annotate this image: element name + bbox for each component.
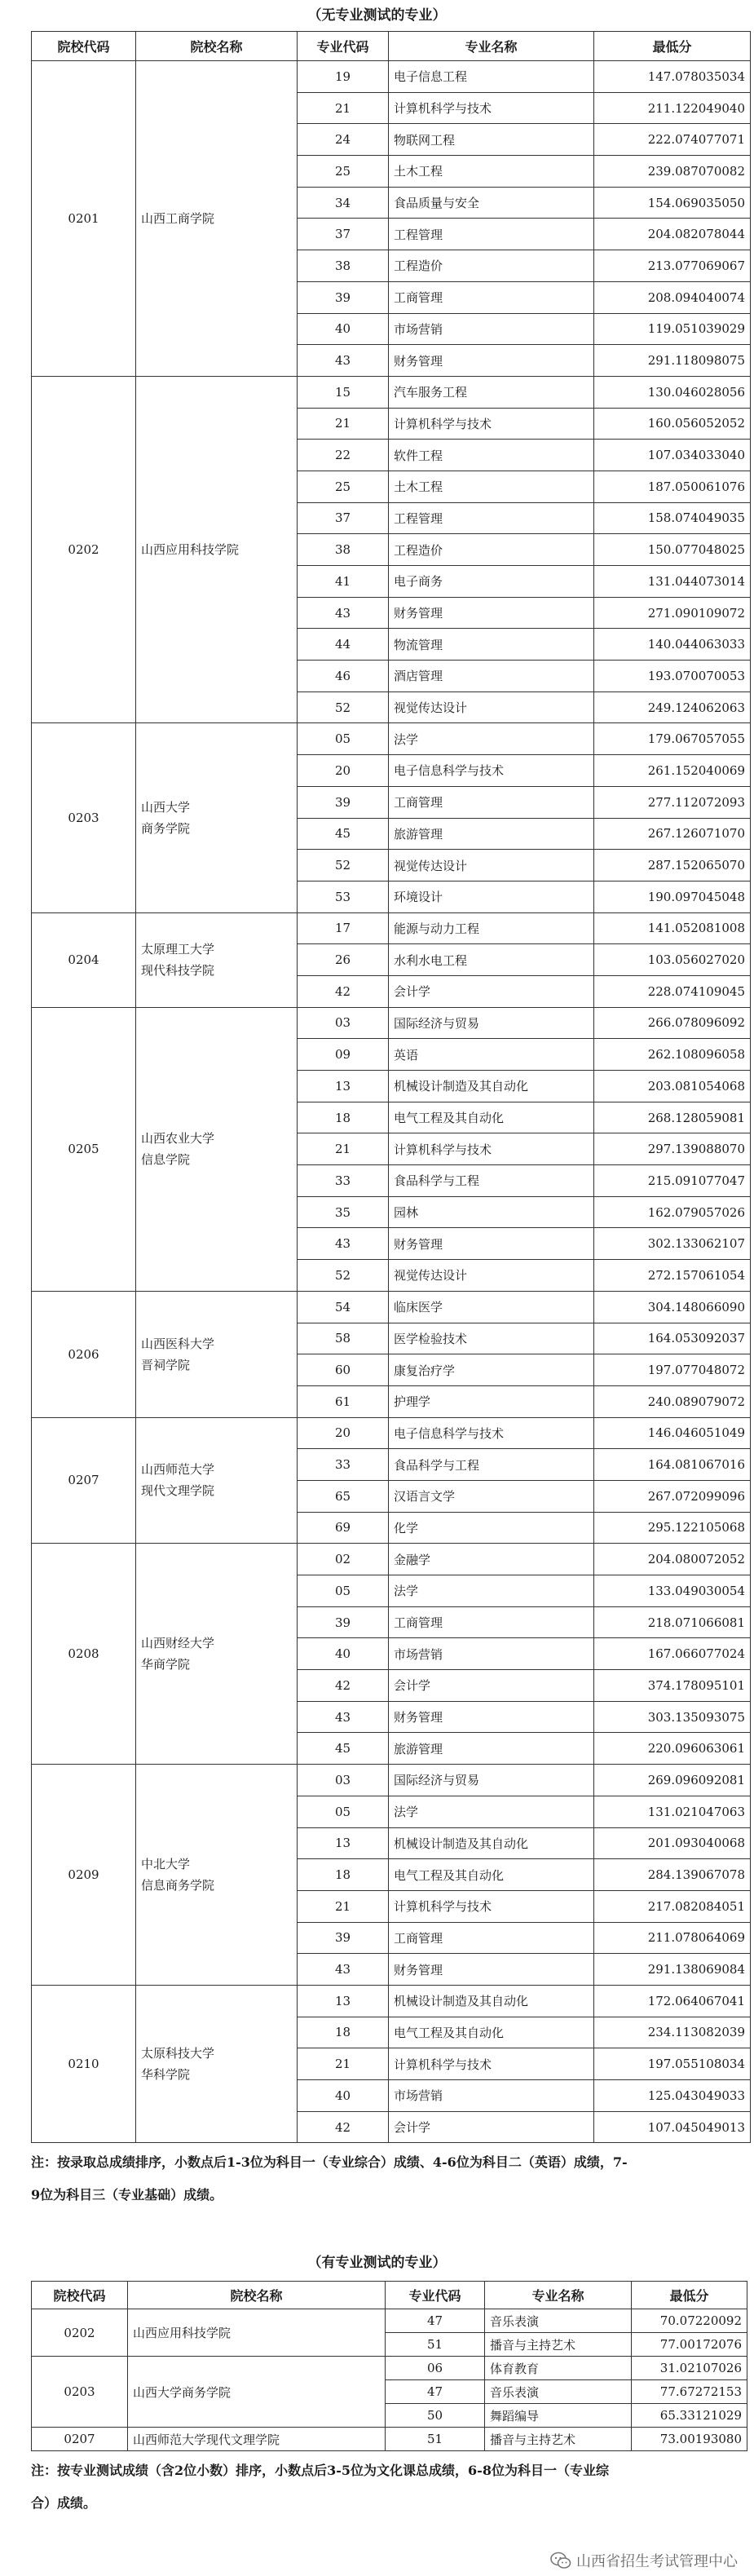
major-name-cell: 计算机科学与技术 [389, 1890, 594, 1922]
min-score-cell: 262.108096058 [594, 1039, 751, 1071]
col-major-name: 专业名称 [485, 2282, 632, 2309]
major-code-cell: 43 [298, 1701, 389, 1733]
major-name-cell: 计算机科学与技术 [389, 408, 594, 440]
table-row [32, 912, 751, 944]
major-code-cell: 03 [298, 1007, 389, 1039]
col-school-code: 院校代码 [32, 32, 136, 61]
col-major-code: 专业代码 [298, 32, 389, 61]
major-name-cell: 法学 [389, 1575, 594, 1607]
min-score-cell: 267.126071070 [594, 818, 751, 850]
min-score-cell: 150.077048025 [594, 534, 751, 566]
major-name-cell: 财务管理 [389, 345, 594, 377]
school-name-cell [136, 1291, 298, 1417]
major-name-cell: 工程造价 [389, 250, 594, 282]
major-name-cell: 园林 [389, 1196, 594, 1228]
major-code-cell: 53 [298, 881, 389, 912]
min-score-cell: 77.00172076 [632, 2333, 747, 2357]
major-code-cell: 22 [298, 440, 389, 471]
school-name-cell [136, 376, 298, 723]
watermark-text: 山西省招生考试管理中心 [576, 2553, 738, 2570]
school-name-line: 现代科技学院 [141, 963, 215, 979]
major-name-cell: 体育教育 [485, 2357, 632, 2380]
major-name-cell: 工商管理 [389, 1922, 594, 1954]
major-code-cell: 18 [298, 1859, 389, 1891]
major-code-cell: 25 [298, 156, 389, 188]
major-name-cell: 工商管理 [389, 281, 594, 313]
major-name-cell: 康复治疗学 [389, 1354, 594, 1386]
major-code-cell: 21 [298, 92, 389, 124]
table-header-row [32, 32, 751, 61]
min-score-cell: 164.081067016 [594, 1449, 751, 1481]
min-score-cell: 297.139088070 [594, 1133, 751, 1165]
table-row [32, 1417, 751, 1449]
major-code-cell: 50 [386, 2404, 485, 2428]
major-name-cell: 旅游管理 [389, 818, 594, 850]
major-code-cell: 03 [298, 1765, 389, 1796]
school-name-line: 信息商务学院 [141, 1878, 215, 1893]
major-code-cell: 47 [386, 2380, 485, 2404]
min-score-cell: 31.02107026 [632, 2357, 747, 2380]
major-code-cell: 15 [298, 376, 389, 408]
major-name-cell: 市场营销 [389, 1638, 594, 1670]
major-name-cell: 财务管理 [389, 1954, 594, 1986]
table-row [32, 1765, 751, 1796]
min-score-cell: 204.082078044 [594, 219, 751, 250]
school-name-cell: 山西师范大学现代文理学院 [128, 2428, 386, 2451]
major-code-cell: 41 [298, 566, 389, 598]
min-score-cell: 208.094040074 [594, 281, 751, 313]
section1-note [31, 2146, 752, 2211]
major-code-cell: 21 [298, 408, 389, 440]
major-name-cell: 酒店管理 [389, 661, 594, 692]
major-code-cell: 43 [298, 345, 389, 377]
major-name-cell: 会计学 [389, 975, 594, 1007]
major-code-cell: 44 [298, 629, 389, 661]
major-name-cell: 食品质量与安全 [389, 187, 594, 219]
min-score-cell: 172.064067041 [594, 1985, 751, 2017]
table-row [32, 1544, 751, 1575]
table-row [32, 1291, 751, 1323]
major-code-cell: 05 [298, 1796, 389, 1827]
min-score-cell: 154.069035050 [594, 187, 751, 219]
major-name-cell: 金融学 [389, 1544, 594, 1575]
major-name-cell: 电子信息科学与技术 [389, 755, 594, 787]
major-code-cell: 39 [298, 1922, 389, 1954]
school-code-cell: 0202 [32, 376, 136, 723]
min-score-cell: 249.124062063 [594, 691, 751, 723]
min-score-cell: 203.081054068 [594, 1071, 751, 1102]
table-row [32, 2428, 747, 2451]
section2-note [31, 2454, 752, 2520]
major-name-cell: 物流管理 [389, 629, 594, 661]
min-score-cell: 107.034033040 [594, 440, 751, 471]
min-score-cell: 374.178095101 [594, 1670, 751, 1702]
school-name-line: 太原科技大学 [141, 2046, 215, 2061]
school-name-line: 信息学院 [141, 1152, 191, 1168]
major-code-cell: 37 [298, 219, 389, 250]
major-code-cell: 05 [298, 1575, 389, 1607]
major-code-cell: 65 [298, 1480, 389, 1512]
major-name-cell: 水利水电工程 [389, 944, 594, 976]
school-code-cell: 0210 [32, 1985, 136, 2142]
min-score-cell: 266.078096092 [594, 1007, 751, 1039]
major-name-cell: 软件工程 [389, 440, 594, 471]
major-code-cell: 45 [298, 1733, 389, 1765]
col-major-code: 专业代码 [386, 2282, 485, 2309]
col-major-name: 专业名称 [389, 32, 594, 61]
school-name-line: 商务学院 [141, 821, 191, 836]
major-code-cell: 21 [298, 1133, 389, 1165]
major-code-cell: 54 [298, 1291, 389, 1323]
major-code-cell: 52 [298, 691, 389, 723]
major-name-cell: 舞蹈编导 [485, 2404, 632, 2428]
min-score-cell: 271.090109072 [594, 597, 751, 629]
min-score-cell: 304.148066090 [594, 1291, 751, 1323]
major-code-cell: 33 [298, 1165, 389, 1197]
table-row [32, 723, 751, 755]
watermark [550, 2550, 738, 2571]
min-score-cell: 167.066077024 [594, 1638, 751, 1670]
major-name-cell: 电气工程及其自动化 [389, 1102, 594, 1133]
col-min-score: 最低分 [594, 32, 751, 61]
min-score-cell: 239.087070082 [594, 156, 751, 188]
min-score-cell: 217.082084051 [594, 1890, 751, 1922]
min-score-cell: 160.056052052 [594, 408, 751, 440]
major-name-cell: 财务管理 [389, 597, 594, 629]
major-code-cell: 58 [298, 1323, 389, 1354]
school-name-cell: 山西应用科技学院 [128, 2309, 386, 2357]
min-score-cell: 73.00193080 [632, 2428, 747, 2451]
major-code-cell: 20 [298, 1417, 389, 1449]
major-code-cell: 51 [386, 2428, 485, 2451]
major-code-cell: 45 [298, 818, 389, 850]
min-score-cell: 228.074109045 [594, 975, 751, 1007]
table-row [32, 2357, 747, 2380]
major-name-cell: 土木工程 [389, 156, 594, 188]
major-code-cell: 34 [298, 187, 389, 219]
major-name-cell: 临床医学 [389, 1291, 594, 1323]
major-code-cell: 52 [298, 1260, 389, 1292]
major-code-cell: 17 [298, 912, 389, 944]
min-score-cell: 197.077048072 [594, 1354, 751, 1386]
min-score-cell: 211.122049040 [594, 92, 751, 124]
note-line: 注：按录取总成绩排序，小数点后1-3位为科目一（专业综合）成绩、4-6位为科目二（英语）成绩，7- [31, 2154, 628, 2170]
table-no-test [31, 31, 751, 2143]
school-name-cell [136, 1417, 298, 1544]
major-name-cell: 食品科学与工程 [389, 1165, 594, 1197]
major-code-cell: 09 [298, 1039, 389, 1071]
min-score-cell: 222.074077071 [594, 124, 751, 156]
school-name-cell [136, 1544, 298, 1765]
min-score-cell: 193.070070053 [594, 661, 751, 692]
major-code-cell: 25 [298, 471, 389, 502]
min-score-cell: 287.152065070 [594, 850, 751, 881]
major-code-cell: 47 [386, 2309, 485, 2333]
major-code-cell: 40 [298, 313, 389, 345]
school-name-line: 中北大学 [141, 1857, 191, 1872]
min-score-cell: 284.139067078 [594, 1859, 751, 1891]
major-name-cell: 财务管理 [389, 1228, 594, 1260]
school-name-cell [136, 912, 298, 1007]
major-name-cell: 工程管理 [389, 219, 594, 250]
major-name-cell: 电气工程及其自动化 [389, 2017, 594, 2048]
school-name-cell: 山西大学商务学院 [128, 2357, 386, 2428]
min-score-cell: 291.138069084 [594, 1954, 751, 1986]
min-score-cell: 213.077069067 [594, 250, 751, 282]
major-code-cell: 02 [298, 1544, 389, 1575]
school-code-cell: 0206 [32, 1291, 136, 1417]
major-name-cell: 计算机科学与技术 [389, 2048, 594, 2080]
min-score-cell: 164.053092037 [594, 1323, 751, 1354]
school-name-line: 山西医科大学 [141, 1336, 215, 1351]
major-code-cell: 06 [386, 2357, 485, 2380]
major-code-cell: 43 [298, 597, 389, 629]
major-name-cell: 播音与主持艺术 [485, 2333, 632, 2357]
table-row [32, 1985, 751, 2017]
col-school-name: 院校名称 [136, 32, 298, 61]
major-name-cell: 电子商务 [389, 566, 594, 598]
min-score-cell: 179.067057055 [594, 723, 751, 755]
school-name-line: 现代文理学院 [141, 1483, 215, 1499]
school-code-cell: 0209 [32, 1765, 136, 1986]
school-name-cell [136, 1765, 298, 1986]
min-score-cell: 234.113082039 [594, 2017, 751, 2048]
min-score-cell: 131.044073014 [594, 566, 751, 598]
major-name-cell: 汽车服务工程 [389, 376, 594, 408]
school-name-line: 晋祠学院 [141, 1357, 191, 1372]
major-name-cell: 机械设计制造及其自动化 [389, 1827, 594, 1859]
major-name-cell: 计算机科学与技术 [389, 1133, 594, 1165]
min-score-cell: 302.133062107 [594, 1228, 751, 1260]
min-score-cell: 291.118098075 [594, 345, 751, 377]
major-name-cell: 机械设计制造及其自动化 [389, 1985, 594, 2017]
major-name-cell: 音乐表演 [485, 2380, 632, 2404]
min-score-cell: 133.049030054 [594, 1575, 751, 1607]
min-score-cell: 218.071066081 [594, 1606, 751, 1638]
major-name-cell: 市场营销 [389, 2080, 594, 2112]
min-score-cell: 220.096063061 [594, 1733, 751, 1765]
school-name-line: 山西应用科技学院 [141, 542, 240, 558]
school-name-line: 华科学院 [141, 2067, 191, 2083]
major-code-cell: 42 [298, 975, 389, 1007]
major-name-cell: 汉语言文学 [389, 1480, 594, 1512]
major-name-cell: 工商管理 [389, 1606, 594, 1638]
major-name-cell: 计算机科学与技术 [389, 92, 594, 124]
min-score-cell: 277.112072093 [594, 786, 751, 818]
min-score-cell: 103.056027020 [594, 944, 751, 976]
min-score-cell: 147.078035034 [594, 61, 751, 93]
major-code-cell: 13 [298, 1985, 389, 2017]
school-code-cell: 0205 [32, 1007, 136, 1291]
major-name-cell: 视觉传达设计 [389, 850, 594, 881]
major-code-cell: 43 [298, 1228, 389, 1260]
note-line: 9位为科目三（专业基础）成绩。 [31, 2187, 223, 2203]
major-name-cell: 化学 [389, 1512, 594, 1544]
table-with-test [31, 2281, 747, 2451]
major-code-cell: 51 [386, 2333, 485, 2357]
section2-title: （有专业测试的专业） [307, 2255, 447, 2271]
school-code-cell: 0203 [32, 723, 136, 912]
min-score-cell: 131.021047063 [594, 1796, 751, 1827]
school-name-cell [136, 723, 298, 912]
major-code-cell: 60 [298, 1354, 389, 1386]
major-name-cell: 会计学 [389, 1670, 594, 1702]
min-score-cell: 190.097045048 [594, 881, 751, 912]
major-code-cell: 33 [298, 1449, 389, 1481]
major-code-cell: 05 [298, 723, 389, 755]
school-code-cell: 0207 [32, 1417, 136, 1544]
col-min-score: 最低分 [632, 2282, 747, 2309]
major-name-cell: 土木工程 [389, 471, 594, 502]
school-name-cell [136, 61, 298, 377]
min-score-cell: 107.045049013 [594, 2111, 751, 2143]
min-score-cell: 125.043049033 [594, 2080, 751, 2112]
major-name-cell: 音乐表演 [485, 2309, 632, 2333]
major-name-cell: 电子信息科学与技术 [389, 1417, 594, 1449]
major-code-cell: 19 [298, 61, 389, 93]
min-score-cell: 197.055108034 [594, 2048, 751, 2080]
major-name-cell: 工商管理 [389, 786, 594, 818]
major-name-cell: 能源与动力工程 [389, 912, 594, 944]
wechat-icon [550, 2550, 571, 2571]
min-score-cell: 201.093040068 [594, 1827, 751, 1859]
major-code-cell: 13 [298, 1071, 389, 1102]
major-code-cell: 40 [298, 2080, 389, 2112]
school-name-line: 山西师范大学 [141, 1462, 215, 1478]
major-name-cell: 工程管理 [389, 502, 594, 534]
major-code-cell: 18 [298, 1102, 389, 1133]
min-score-cell: 65.33121029 [632, 2404, 747, 2428]
major-code-cell: 39 [298, 786, 389, 818]
min-score-cell: 130.046028056 [594, 376, 751, 408]
school-name-line: 太原理工大学 [141, 942, 215, 957]
school-code-cell: 0202 [32, 2309, 128, 2357]
min-score-cell: 295.122105068 [594, 1512, 751, 1544]
major-name-cell: 会计学 [389, 2111, 594, 2143]
table-row [32, 1007, 751, 1039]
major-name-cell: 市场营销 [389, 313, 594, 345]
min-score-cell: 272.157061054 [594, 1260, 751, 1292]
major-name-cell: 英语 [389, 1039, 594, 1071]
major-name-cell: 工程造价 [389, 534, 594, 566]
table-row [32, 2309, 747, 2333]
min-score-cell: 268.128059081 [594, 1102, 751, 1133]
table-row [32, 61, 751, 93]
major-code-cell: 38 [298, 534, 389, 566]
min-score-cell: 140.044063033 [594, 629, 751, 661]
min-score-cell: 267.072099096 [594, 1480, 751, 1512]
major-code-cell: 39 [298, 281, 389, 313]
min-score-cell: 158.074049035 [594, 502, 751, 534]
major-name-cell: 国际经济与贸易 [389, 1765, 594, 1796]
major-name-cell: 旅游管理 [389, 1733, 594, 1765]
min-score-cell: 187.050061076 [594, 471, 751, 502]
major-name-cell: 电气工程及其自动化 [389, 1859, 594, 1891]
school-name-line: 华商学院 [141, 1657, 191, 1672]
major-code-cell: 38 [298, 250, 389, 282]
major-code-cell: 39 [298, 1606, 389, 1638]
min-score-cell: 77.67272153 [632, 2380, 747, 2404]
major-code-cell: 18 [298, 2017, 389, 2048]
col-school-name: 院校名称 [128, 2282, 386, 2309]
major-name-cell: 食品科学与工程 [389, 1449, 594, 1481]
major-name-cell: 法学 [389, 1796, 594, 1827]
min-score-cell: 303.135093075 [594, 1701, 751, 1733]
major-code-cell: 21 [298, 1890, 389, 1922]
major-code-cell: 24 [298, 124, 389, 156]
table-row [32, 376, 751, 408]
major-code-cell: 42 [298, 2111, 389, 2143]
major-name-cell: 机械设计制造及其自动化 [389, 1071, 594, 1102]
major-name-cell: 医学检验技术 [389, 1323, 594, 1354]
min-score-cell: 70.07220092 [632, 2309, 747, 2333]
school-name-cell [136, 1985, 298, 2142]
major-name-cell: 视觉传达设计 [389, 691, 594, 723]
min-score-cell: 146.046051049 [594, 1417, 751, 1449]
major-name-cell: 物联网工程 [389, 124, 594, 156]
major-code-cell: 20 [298, 755, 389, 787]
school-code-cell: 0204 [32, 912, 136, 1007]
major-code-cell: 21 [298, 2048, 389, 2080]
school-name-line: 山西工商学院 [141, 210, 215, 226]
major-code-cell: 35 [298, 1196, 389, 1228]
major-code-cell: 37 [298, 502, 389, 534]
major-code-cell: 13 [298, 1827, 389, 1859]
major-code-cell: 46 [298, 661, 389, 692]
major-code-cell: 43 [298, 1954, 389, 1986]
note-line: 注：按专业测试成绩（含2位小数）排序，小数点后3-5位为文化课总成绩，6-8位为科目一（专业综 [31, 2463, 609, 2478]
min-score-cell: 261.152040069 [594, 755, 751, 787]
major-code-cell: 26 [298, 944, 389, 976]
school-name-line: 山西财经大学 [141, 1636, 215, 1651]
major-name-cell: 护理学 [389, 1385, 594, 1417]
min-score-cell: 240.089079072 [594, 1385, 751, 1417]
major-name-cell: 财务管理 [389, 1701, 594, 1733]
major-code-cell: 61 [298, 1385, 389, 1417]
major-code-cell: 42 [298, 1670, 389, 1702]
min-score-cell: 119.051039029 [594, 313, 751, 345]
school-name-cell [136, 1007, 298, 1291]
col-school-code: 院校代码 [32, 2282, 128, 2309]
min-score-cell: 211.078064069 [594, 1922, 751, 1954]
school-name-line: 山西大学 [141, 800, 191, 815]
major-name-cell: 环境设计 [389, 881, 594, 912]
school-code-cell: 0208 [32, 1544, 136, 1765]
school-code-cell: 0201 [32, 61, 136, 377]
school-code-cell: 0207 [32, 2428, 128, 2451]
major-name-cell: 法学 [389, 723, 594, 755]
major-name-cell: 国际经济与贸易 [389, 1007, 594, 1039]
school-code-cell: 0203 [32, 2357, 128, 2428]
min-score-cell: 269.096092081 [594, 1765, 751, 1796]
min-score-cell: 215.091077047 [594, 1165, 751, 1197]
min-score-cell: 204.080072052 [594, 1544, 751, 1575]
major-code-cell: 52 [298, 850, 389, 881]
major-name-cell: 视觉传达设计 [389, 1260, 594, 1292]
major-code-cell: 69 [298, 1512, 389, 1544]
major-name-cell: 播音与主持艺术 [485, 2428, 632, 2451]
major-code-cell: 40 [298, 1638, 389, 1670]
section1-title: （无专业测试的专业） [307, 7, 447, 24]
table-header-row [32, 2282, 747, 2309]
min-score-cell: 141.052081008 [594, 912, 751, 944]
major-name-cell: 电子信息工程 [389, 61, 594, 93]
school-name-line: 山西农业大学 [141, 1131, 215, 1147]
note-line: 合）成绩。 [31, 2495, 97, 2511]
min-score-cell: 162.079057026 [594, 1196, 751, 1228]
